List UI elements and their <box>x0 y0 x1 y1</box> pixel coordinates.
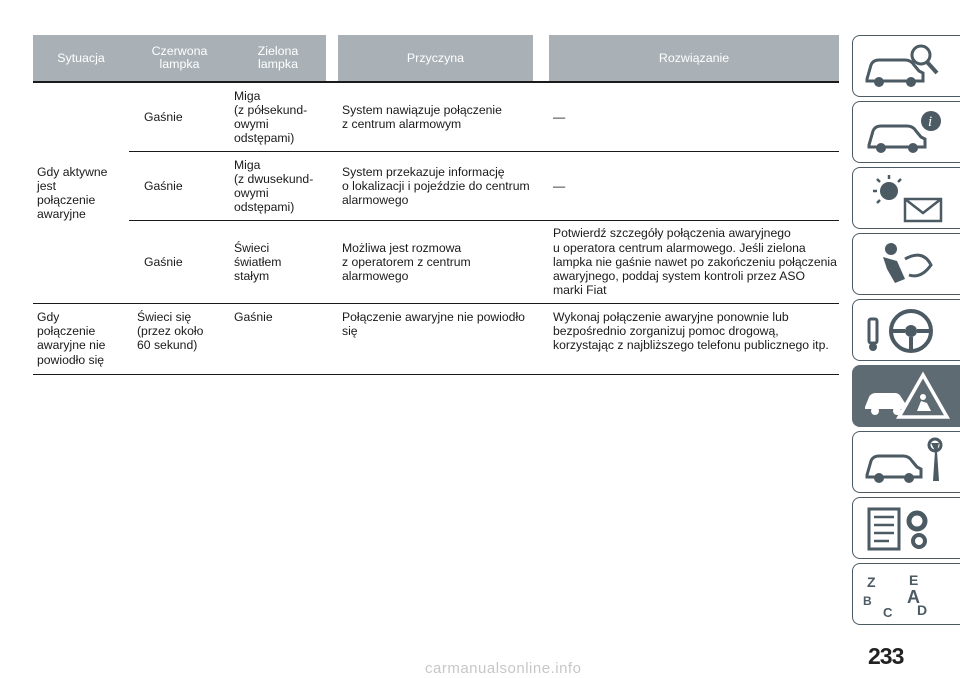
green-lamp-cell <box>230 152 326 221</box>
cause-text: Możliwa jest rozmowa z operatorem z centrum alarmowego <box>342 240 471 284</box>
cause-text: System przekazuje informację o lokalizacji i pojeździe do centrum alarmowego <box>342 164 530 208</box>
svg-text:C: C <box>883 605 893 619</box>
tab-servicing-care[interactable] <box>852 431 960 493</box>
header-green-lamp <box>230 35 326 82</box>
alphabetical-index-icon <box>861 569 953 619</box>
green-lamp-text: Gaśnie <box>234 310 273 324</box>
table-row <box>33 221 839 304</box>
car-info-icon <box>861 107 953 157</box>
spacer-cell <box>326 82 338 152</box>
table-header-row <box>33 35 839 82</box>
svg-text:i: i <box>928 114 933 130</box>
green-lamp-cell <box>230 221 326 304</box>
situation-text: Gdy połączenie awaryjne nie powiodło się <box>37 310 106 367</box>
red-lamp-cell <box>129 221 230 304</box>
troubleshooting-table-container <box>33 35 839 375</box>
cause-cell <box>338 82 533 152</box>
header-gap <box>326 35 338 82</box>
red-lamp-cell <box>129 304 230 375</box>
header-situation <box>33 35 129 82</box>
airbag-safety-icon <box>861 239 953 289</box>
warning-lights-icon <box>861 173 953 223</box>
header-red-lamp <box>129 35 230 82</box>
tab-index[interactable] <box>852 563 960 625</box>
solution-cell <box>549 304 839 375</box>
svg-text:B: B <box>863 594 872 608</box>
svg-text:Z: Z <box>867 574 876 590</box>
spacer-cell <box>326 152 338 221</box>
emergency-triangle-icon <box>861 371 953 421</box>
spacer-cell <box>533 304 549 375</box>
tab-safety[interactable] <box>852 233 960 295</box>
situation-cell <box>33 82 129 304</box>
solution-text: — <box>553 178 566 193</box>
spacer-cell <box>326 221 338 304</box>
car-search-icon <box>861 41 953 91</box>
cause-cell <box>338 304 533 375</box>
tab-starting-driving[interactable] <box>852 299 960 361</box>
spacer-cell <box>326 304 338 375</box>
spacer-cell <box>533 221 549 304</box>
tab-safety-lights[interactable] <box>852 167 960 229</box>
header-green-lamp-label: Zielona lampka <box>257 44 299 71</box>
green-lamp-text: Miga (z dwusekund- owymi odstępami) <box>234 157 314 215</box>
red-lamp-text: Gaśnie <box>144 178 183 193</box>
situation-text: Gdy aktywne jest połączenie awaryjne <box>37 164 108 222</box>
green-lamp-text: Miga (z półsekund- owymi odstępami) <box>234 88 308 146</box>
spacer-cell <box>533 82 549 152</box>
tab-technical-specifications[interactable] <box>852 497 960 559</box>
red-lamp-text: Świeci się (przez około 60 sekund) <box>137 310 204 353</box>
solution-text: Potwierdź szczegóły połączenia awaryjnego u operatora centrum alarmowego. Jeśli zielona lampka nie gaśnie nawet po zakończeniu połączenia awaryjnego, poddaj system kontroli przez ASO marki Fiat <box>553 226 837 298</box>
emergency-call-status-table <box>33 35 839 375</box>
car-maintenance-icon <box>861 437 953 487</box>
table-row <box>33 152 839 221</box>
solution-cell <box>549 82 839 152</box>
svg-text:A: A <box>907 587 920 607</box>
header-solution-label: Rozwiązanie <box>658 50 730 65</box>
table-row <box>33 304 839 375</box>
solution-cell <box>549 221 839 304</box>
watermark: carmanualsonline.info <box>425 660 582 677</box>
header-cause <box>338 35 533 82</box>
header-solution <box>549 35 839 82</box>
steering-key-icon <box>861 305 953 355</box>
red-lamp-cell <box>129 152 230 221</box>
table-row <box>33 82 839 152</box>
red-lamp-text: Gaśnie <box>144 109 183 124</box>
situation-cell <box>33 304 129 375</box>
red-lamp-cell <box>129 82 230 152</box>
tab-getting-to-know-car[interactable] <box>852 35 960 97</box>
cause-text: Połączenie awaryjne nie powiodło się <box>342 310 525 339</box>
spacer-cell <box>533 152 549 221</box>
svg-text:D: D <box>917 602 928 618</box>
green-lamp-text: Świeci światłem stałym <box>234 240 282 284</box>
red-lamp-text: Gaśnie <box>144 254 183 269</box>
cause-cell <box>338 221 533 304</box>
header-situation-label: Sytuacja <box>57 50 105 65</box>
green-lamp-cell <box>230 304 326 375</box>
svg-text:E: E <box>909 572 919 588</box>
tab-knowing-instrument-panel[interactable] <box>852 101 960 163</box>
tab-in-an-emergency[interactable] <box>852 365 960 427</box>
solution-text: Wykonaj połączenie awaryjne ponownie lub bezpośrednio zorganizuj pomoc drogową, korzystając z najbliższego telefonu publicznego itp. <box>553 310 829 353</box>
solution-cell <box>549 152 839 221</box>
specifications-icon <box>861 503 953 553</box>
solution-text: — <box>553 109 566 124</box>
cause-text: System nawiązuje połączenie z centrum alarmowym <box>342 102 502 131</box>
header-cause-label: Przyczyna <box>406 50 465 65</box>
green-lamp-cell <box>230 82 326 152</box>
header-red-lamp-label: Czerwona lampka <box>151 44 208 71</box>
page-number: 233 <box>868 643 904 669</box>
cause-cell <box>338 152 533 221</box>
header-gap <box>533 35 549 82</box>
